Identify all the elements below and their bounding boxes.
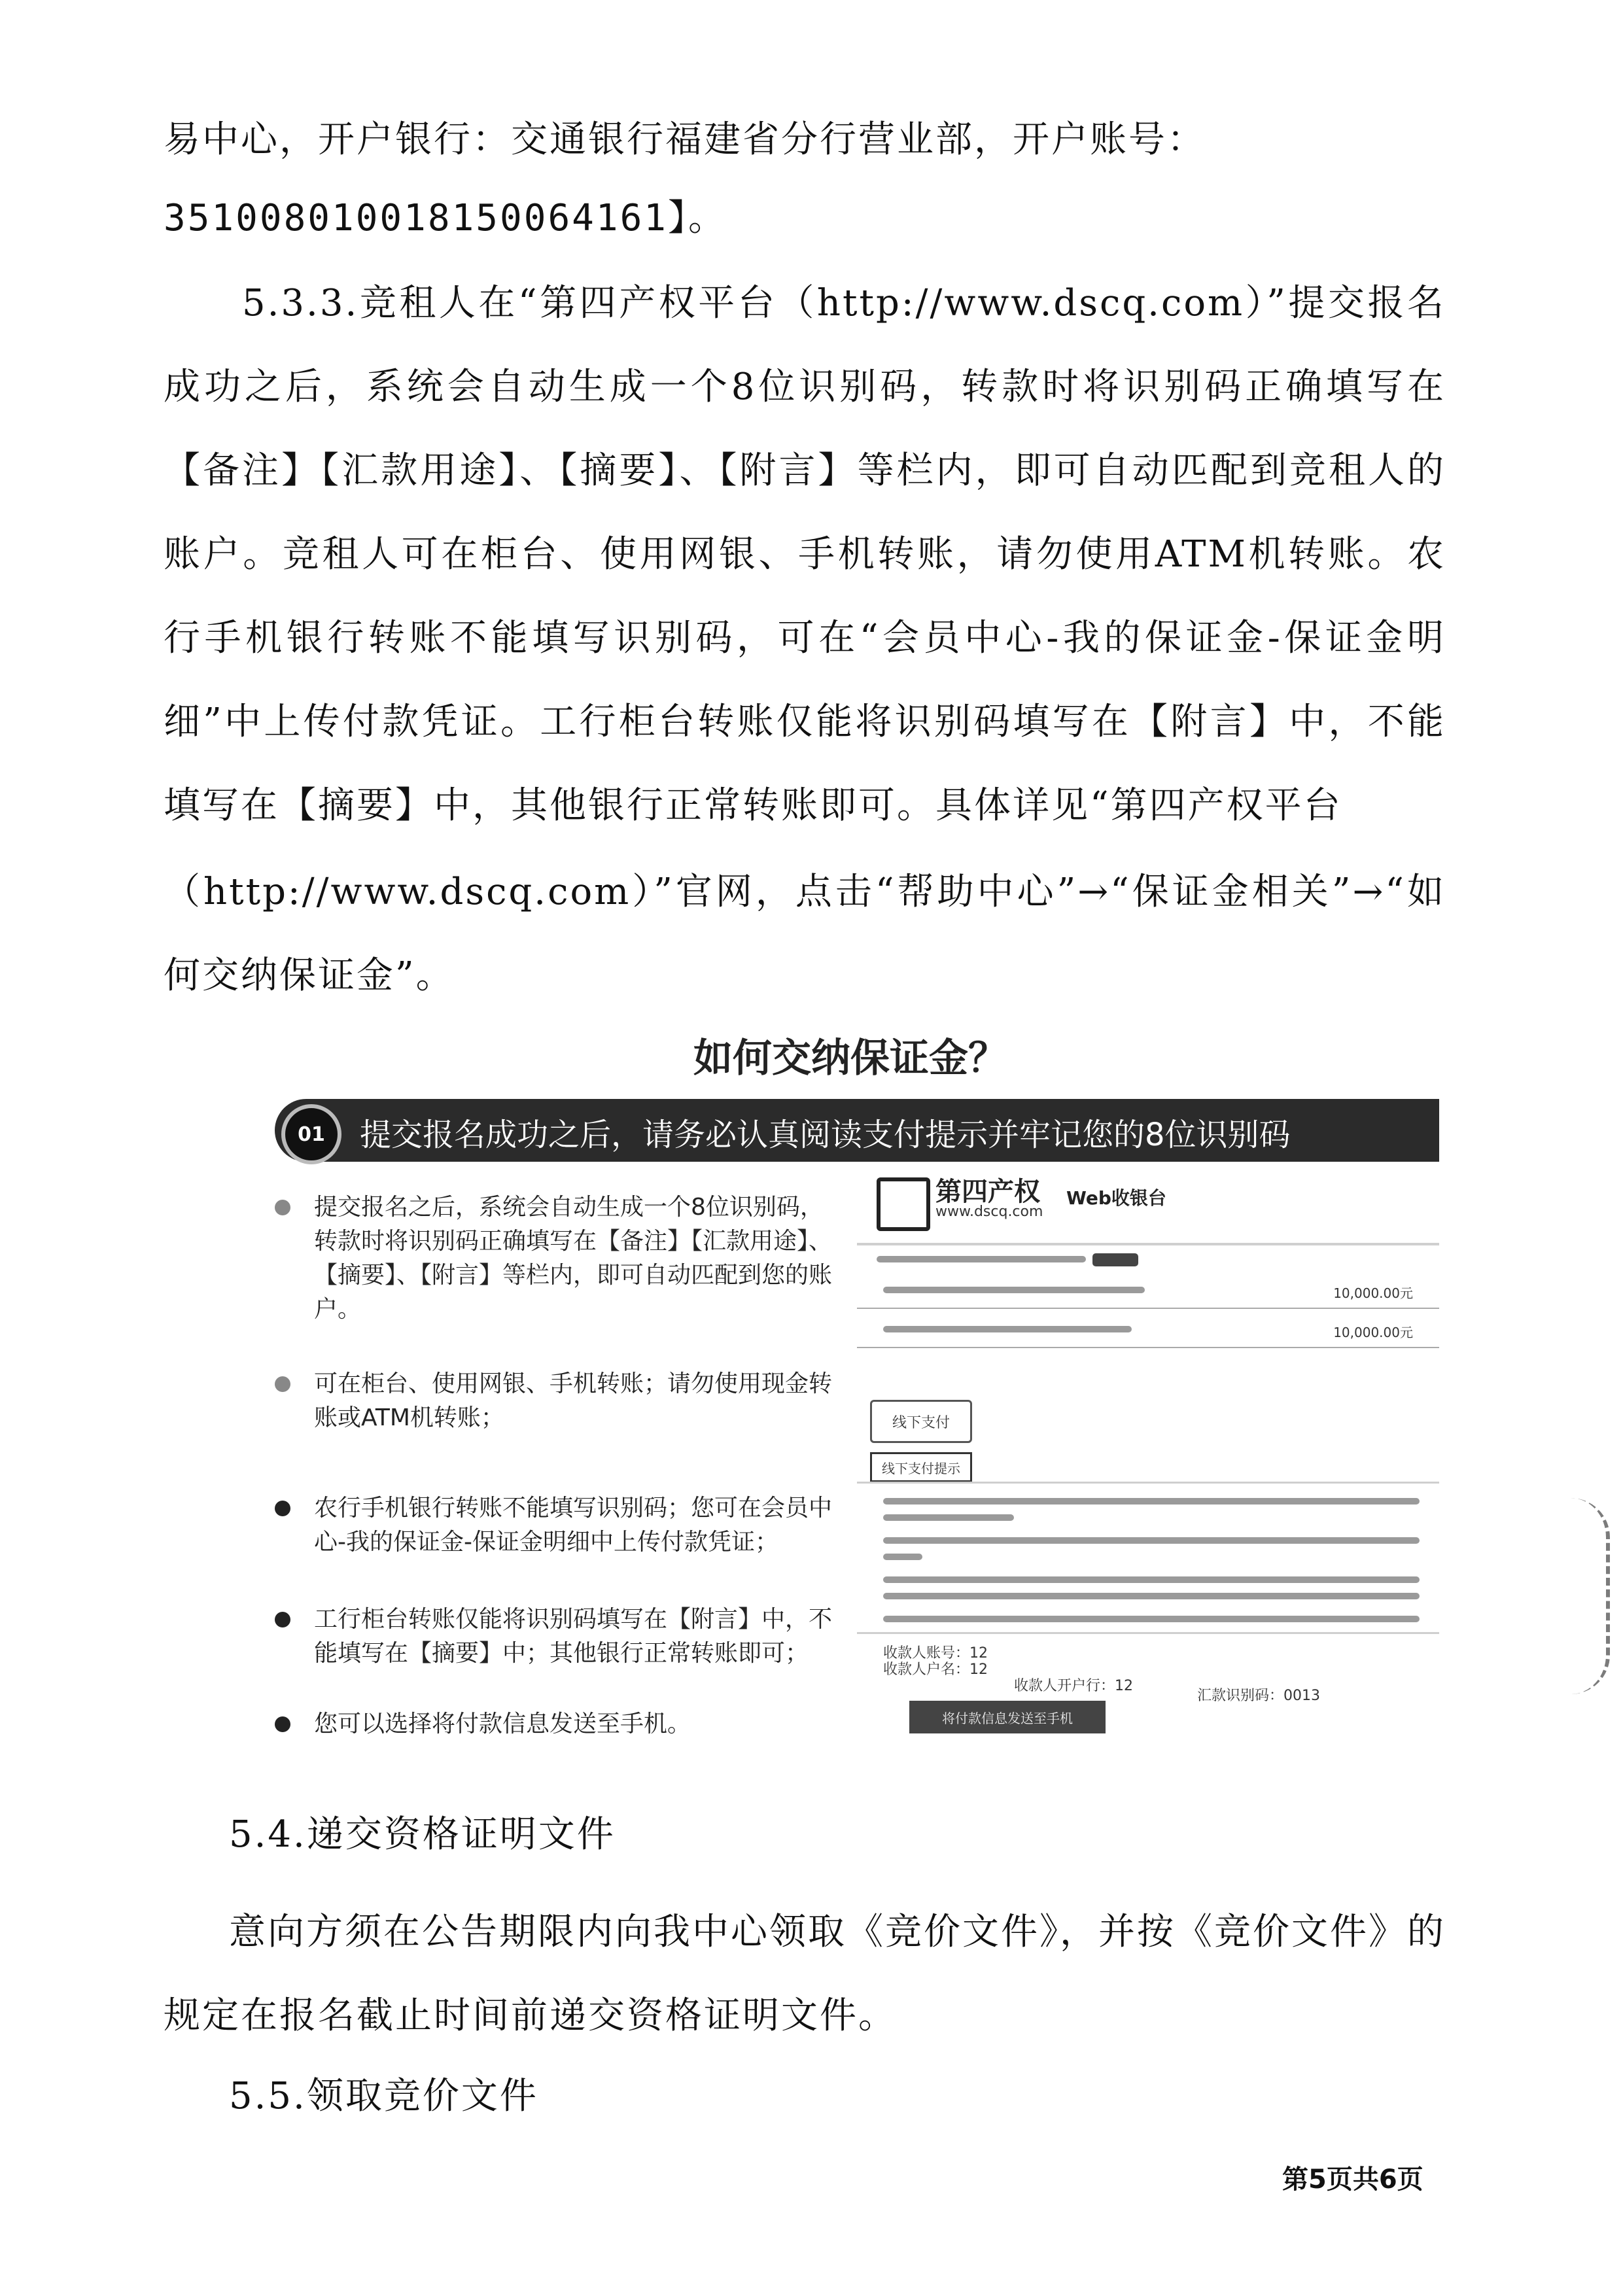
blurred-text: [883, 1554, 922, 1560]
remit-code-label: 汇款识别码：0013: [1197, 1688, 1320, 1704]
divider: [857, 1632, 1439, 1634]
figure-bullet-4: [275, 1603, 837, 1671]
bullet-text: 农行手机银行转账不能填写识别码；您可在会员中心-我的保证金-保证金明细中上传付款凭证；: [314, 1495, 833, 1556]
bullet-dot-icon: [275, 1501, 290, 1516]
screenshot-web-label: Web收银台: [1066, 1187, 1166, 1209]
payment-screenshot: [857, 1158, 1439, 1747]
bullet-text: 可在柜台、使用网银、手机转账；请勿使用现金转账或ATM机转账；: [314, 1370, 833, 1431]
bullet-dot-icon: [275, 1200, 290, 1215]
page-number: 第5页共6页: [1282, 2165, 1423, 2195]
figure-bullet-3: [275, 1491, 837, 1559]
divider: [857, 1243, 1439, 1245]
bullet-text: 工行柜台转账仅能将识别码填写在【附言】中，不能填写在【摘要】中；其他银行正常转账即可；: [314, 1606, 833, 1667]
dscq-logo-icon: [877, 1177, 930, 1231]
order-amount-1: 10,000.00元: [1333, 1285, 1413, 1301]
step-banner: [275, 1099, 1439, 1162]
blurred-text: [883, 1616, 1420, 1622]
order-amount-2: 10,000.00元: [1333, 1325, 1413, 1340]
figure-title: 如何交纳保证金？: [693, 1035, 1007, 1081]
figure-bullet-2: [275, 1367, 837, 1435]
send-to-phone-button[interactable]: 将付款信息发送至手机: [909, 1701, 1106, 1733]
figure-bullet-5: [275, 1707, 837, 1741]
payee-bank-label: 收款人开户行：12: [1014, 1678, 1133, 1694]
offline-pay-button[interactable]: 线下支付: [870, 1400, 972, 1443]
blurred-text: [883, 1537, 1420, 1544]
body-line-2-account: 351008010018150064161】。: [164, 197, 727, 239]
payee-name-label: 收款人户名：12: [883, 1661, 988, 1678]
bullet-dot-icon: [275, 1376, 290, 1392]
seal-stamp-fragment: [1567, 1498, 1610, 1694]
bullet-dot-icon: [275, 1612, 290, 1627]
step-number-badge: 01: [281, 1104, 341, 1164]
bullet-text: 您可以选择将付款信息发送至手机。: [314, 1711, 691, 1737]
screenshot-logo-url: www.dscq.com: [935, 1204, 1043, 1220]
order-row-2: [857, 1312, 1439, 1348]
blurred-text: [877, 1256, 1086, 1262]
blurred-text: [883, 1498, 1420, 1505]
blurred-text: [883, 1593, 1420, 1599]
order-row-1: [857, 1272, 1439, 1309]
paragraph-5-4: 意向方须在公告期限内向我中心领取《竞价文件》，并按《竞价文件》的规定在报名截止时间前递交资格证明文件。: [164, 1911, 1446, 2037]
how-to-pay-deposit-figure: [262, 1027, 1439, 1786]
bullet-text: 提交报名之后，系统会自动生成一个8位识别码，转款时将识别码正确填写在【备注】【汇款用途】、【摘要】、【附言】等栏内，即可自动匹配到您的账户。: [314, 1194, 833, 1323]
offline-pay-tip-tab[interactable]: 线下支付提示: [870, 1452, 972, 1482]
blurred-text: [883, 1287, 1145, 1293]
blurred-text: [883, 1326, 1132, 1332]
heading-5-4: 5.4.递交资格证明文件: [229, 1813, 616, 1856]
section-5-3-3-continued: （http://www.dscq.com）”官网，点击“帮助中心”→“保证金相关”→“如何交纳保证金”。: [164, 871, 1446, 997]
heading-5-5: 5.5.领取竞价文件: [229, 2075, 538, 2117]
section-5-3-3: 5.3.3.竞租人在“第四产权平台（http://www.dscq.com）”提交报名成功之后，系统会自动生成一个8位识别码，转款时将识别码正确填写在【备注】【汇款用途】、【摘要】、【附言】等栏内，即可自动匹配到竞租人的账户。竞租人可在柜台、使用网银、手机转账，请勿使用ATM机转账。农行手机银行转账不能填写识别码，可在“会员中心-我的保证金-保证金明细”中上传付款凭证。工行柜台转账仅能将识别码填写在【附言】中，不能填写在【摘要】中，其他银行正常转账即可。具体详见“第四产权平台: [164, 282, 1446, 827]
screenshot-logo-text: 第四产权: [935, 1177, 1040, 1207]
bullet-dot-icon: [275, 1716, 290, 1732]
figure-bullet-1: [275, 1191, 837, 1327]
step-banner-text: 提交报名成功之后，请务必认真阅读支付提示并牢记您的8位识别码: [360, 1117, 1291, 1153]
blurred-text: [883, 1576, 1420, 1583]
blurred-button: [1092, 1253, 1138, 1266]
divider: [857, 1482, 1439, 1484]
body-line-1: 易中心，开户银行：交通银行福建省分行营业部，开户账号：: [164, 118, 1206, 161]
blurred-text: [883, 1514, 1014, 1521]
payee-account-label: 收款人账号：12: [883, 1645, 988, 1661]
